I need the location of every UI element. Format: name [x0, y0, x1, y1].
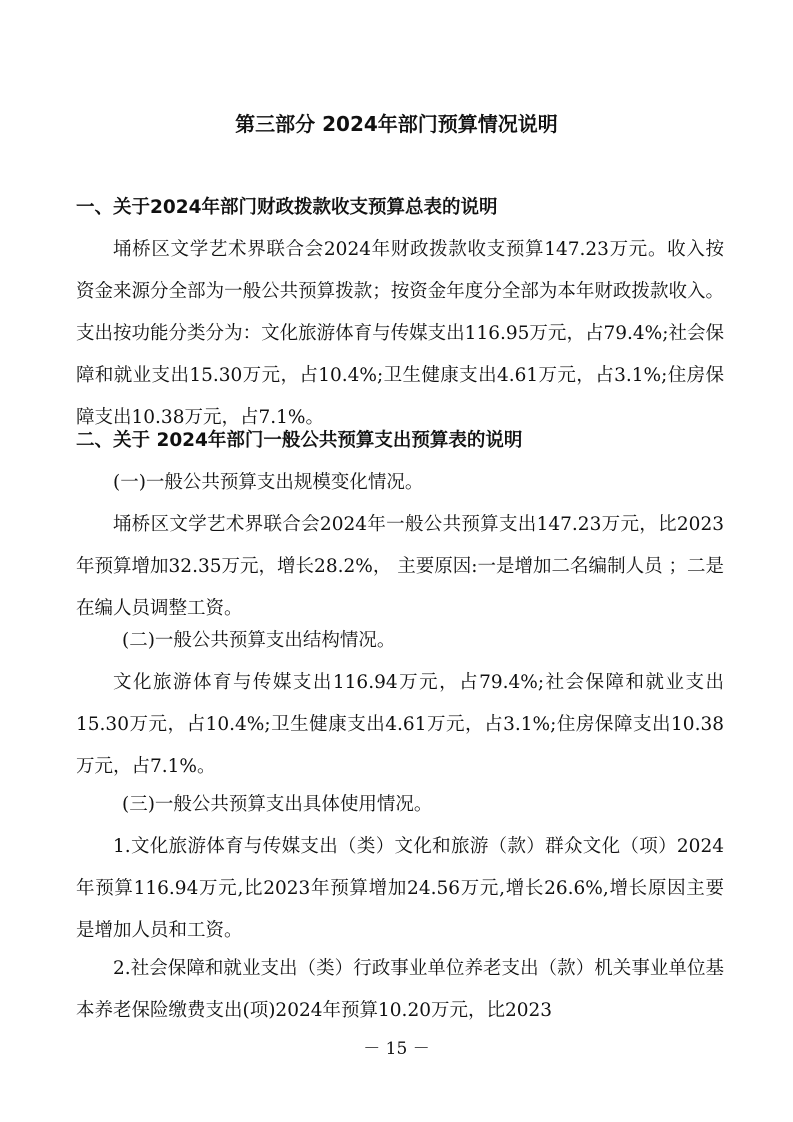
sub1-paragraph: 埇桥区文学艺术界联合会2024年一般公共预算支出147.23万元，比2023年预算增加32.35万元，增长28.2%， 主要原因:一是增加二名编制人员 ；二是在编人员调整工资。 [76, 514, 724, 619]
sub3-item-1: 1.文化旅游体育与传媒支出（类）文化和旅游（款）群众文化（项）2024年预算116.94万元,比2023年预算增加24.56万元,增长26.6%,增长原因主要是增加人员和工资。 [76, 836, 724, 941]
section1-heading: 一、关于2024年部门财政拨款收支预算总表的说明 [76, 197, 498, 218]
sub2-paragraph: 文化旅游体育与传媒支出116.94万元，占79.4%;社会保障和就业支出15.30万元，占10.4%;卫生健康支出4.61万元，占3.1%;住房保障支出10.38万元，占7.1%。 [76, 672, 724, 777]
sub2-heading: (二)一般公共预算支出结构情况。 [122, 630, 396, 651]
section2-heading: 二、关于 2024年部门一般公共预算支出预算表的说明 [76, 430, 523, 451]
section1-paragraph: 埇桥区文学艺术界联合会2024年财政拨款收支预算147.23万元。收入按资金来源分全部为一般公共预算拨款；按资金年度分全部为本年财政拨款收入。支出按功能分类分为：文化旅游体育与传媒支出116.95万元，占79.4%;社会保障和就业支出15.30万元，占10.4%;卫生健康支出4.61万元，占3.1%;住房保障支出10.38万元，占7.1%。 [76, 239, 724, 428]
sub1-heading: (一)一般公共预算支出规模变化情况。 [113, 472, 424, 493]
page-title: 第三部分 2024年部门预算情况说明 [235, 112, 558, 136]
sub3-item-2: 2.社会保障和就业支出（类）行政事业单位养老支出（款）机关事业单位基本养老保险缴费支出(项)2024年预算10.20万元，比2023 [76, 958, 724, 1021]
sub3-heading: (三)一般公共预算支出具体使用情况。 [122, 794, 433, 815]
page-number: － 15 － [363, 1039, 430, 1059]
